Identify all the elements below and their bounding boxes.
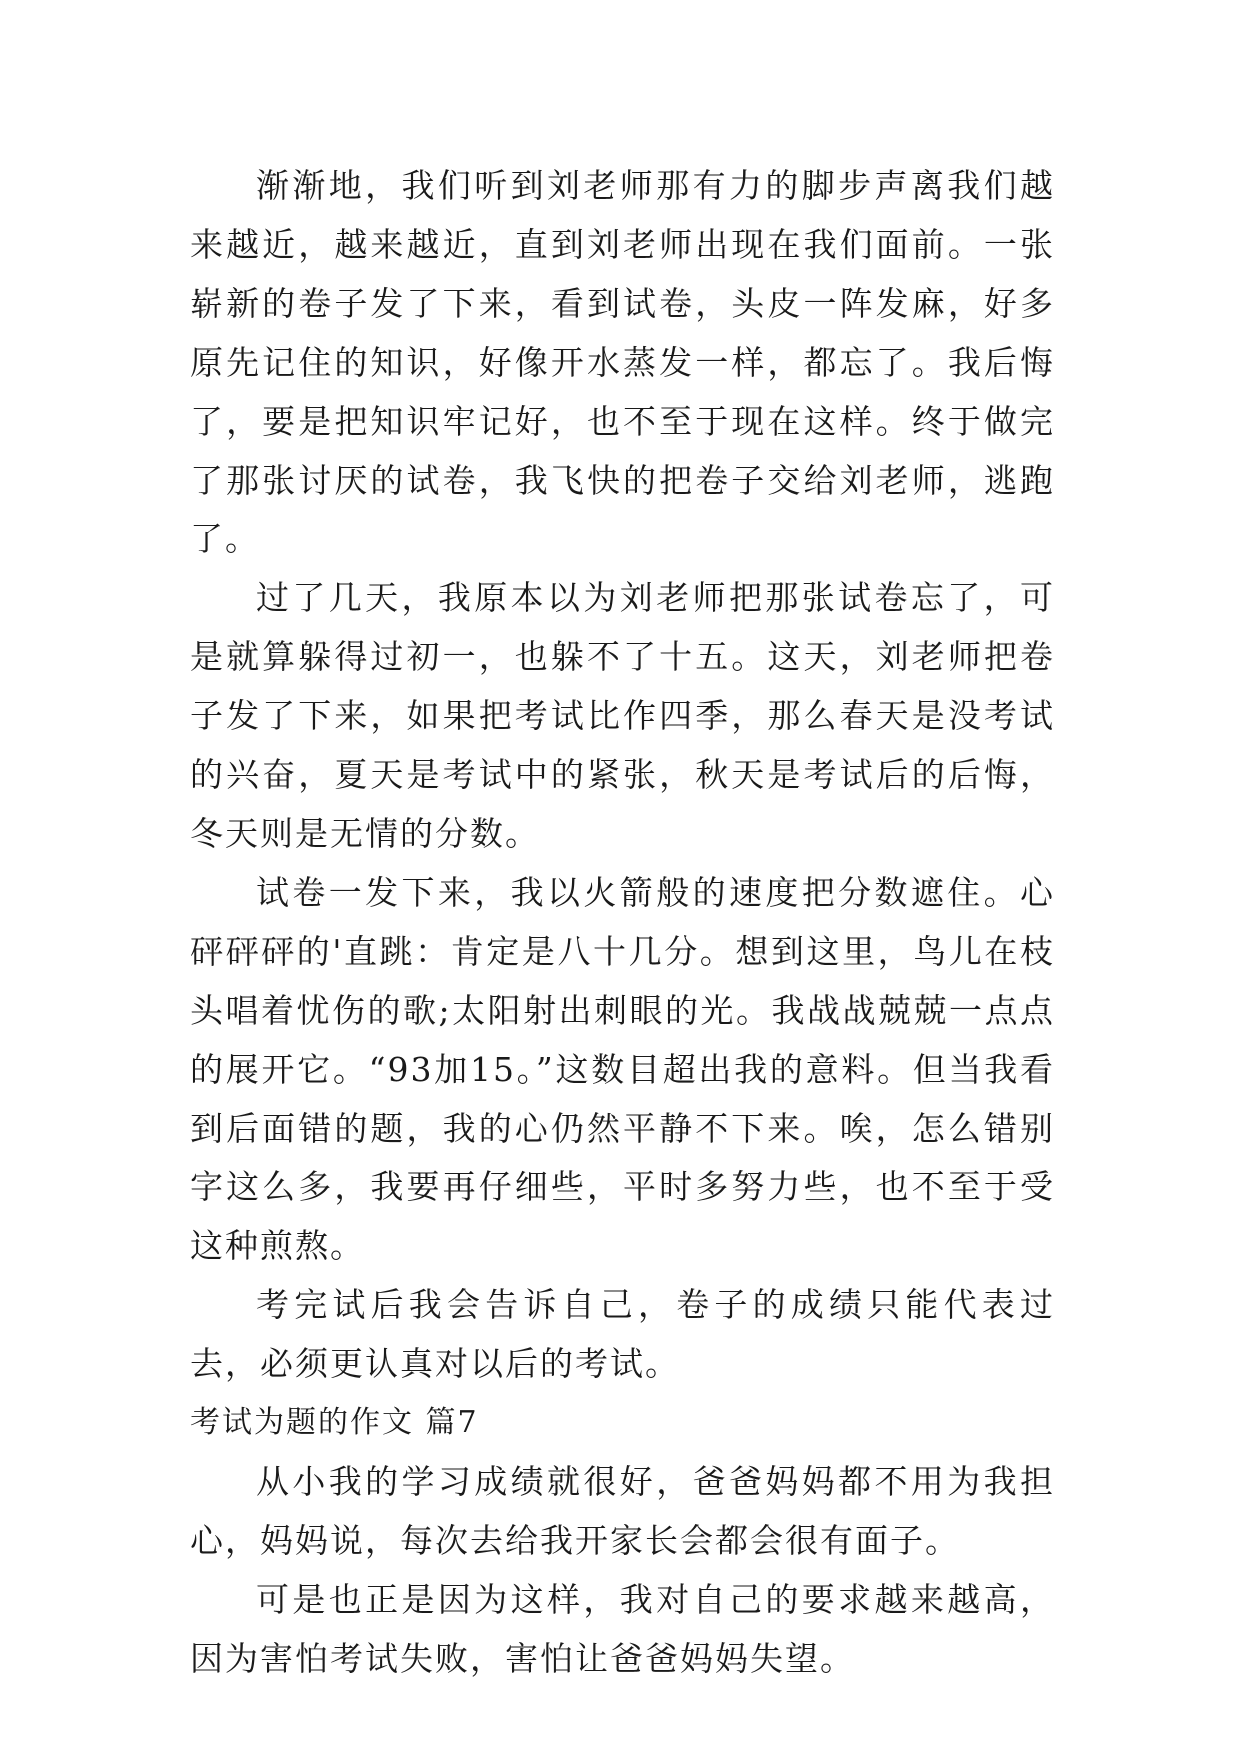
paragraph: 从小我的学习成绩就很好，爸爸妈妈都不用为我担心，妈妈说，每次去给我开家长会都会很有面子。: [190, 1461, 1055, 1560]
paragraph: 渐渐地，我们听到刘老师那有力的脚步声离我们越来越近，越来越近，直到刘老师出现在我们面前。一张崭新的卷子发了下来，看到试卷，头皮一阵发麻，好多原先记住的知识，好像开水蒸发一样，都忘了。我后悔了，要是把知识牢记好，也不至于现在这样。终于做完了那张讨厌的试卷，我飞快的把卷子交给刘老师，逃跑了。: [190, 166, 1055, 559]
paragraph: 考完试后我会告诉自己，卷子的成绩只能代表过去，必须更认真对以后的考试。: [190, 1285, 1055, 1384]
paragraph: 可是也正是因为这样，我对自己的要求越来越高，因为害怕考试失败，害怕让爸爸妈妈失望。: [190, 1579, 1055, 1678]
paragraph: 过了几天，我原本以为刘老师把那张试卷忘了，可是就算躲得过初一，也躲不了十五。这天，刘老师把卷子发了下来，如果把考试比作四季，那么春天是没考试的兴奋，夏天是考试中的紧张，秋天是考试后的后悔，冬天则是无情的分数。: [190, 578, 1055, 853]
paragraph: 试卷一发下来，我以火箭般的速度把分数遮住。心砰砰砰的'直跳：肯定是八十几分。想到这里，鸟儿在枝头唱着忧伤的歌;太阳射出刺眼的光。我战战兢兢一点点的展开它。“93加15。”这数目超出我的意料。但当我看到后面错的题，我的心仍然平静不下来。唉，怎么错别字这么多，我要再仔细些，平时多努力些，也不至于受这种煎熬。: [190, 872, 1055, 1266]
section-heading: 考试为题的作文 篇7: [190, 1405, 479, 1441]
